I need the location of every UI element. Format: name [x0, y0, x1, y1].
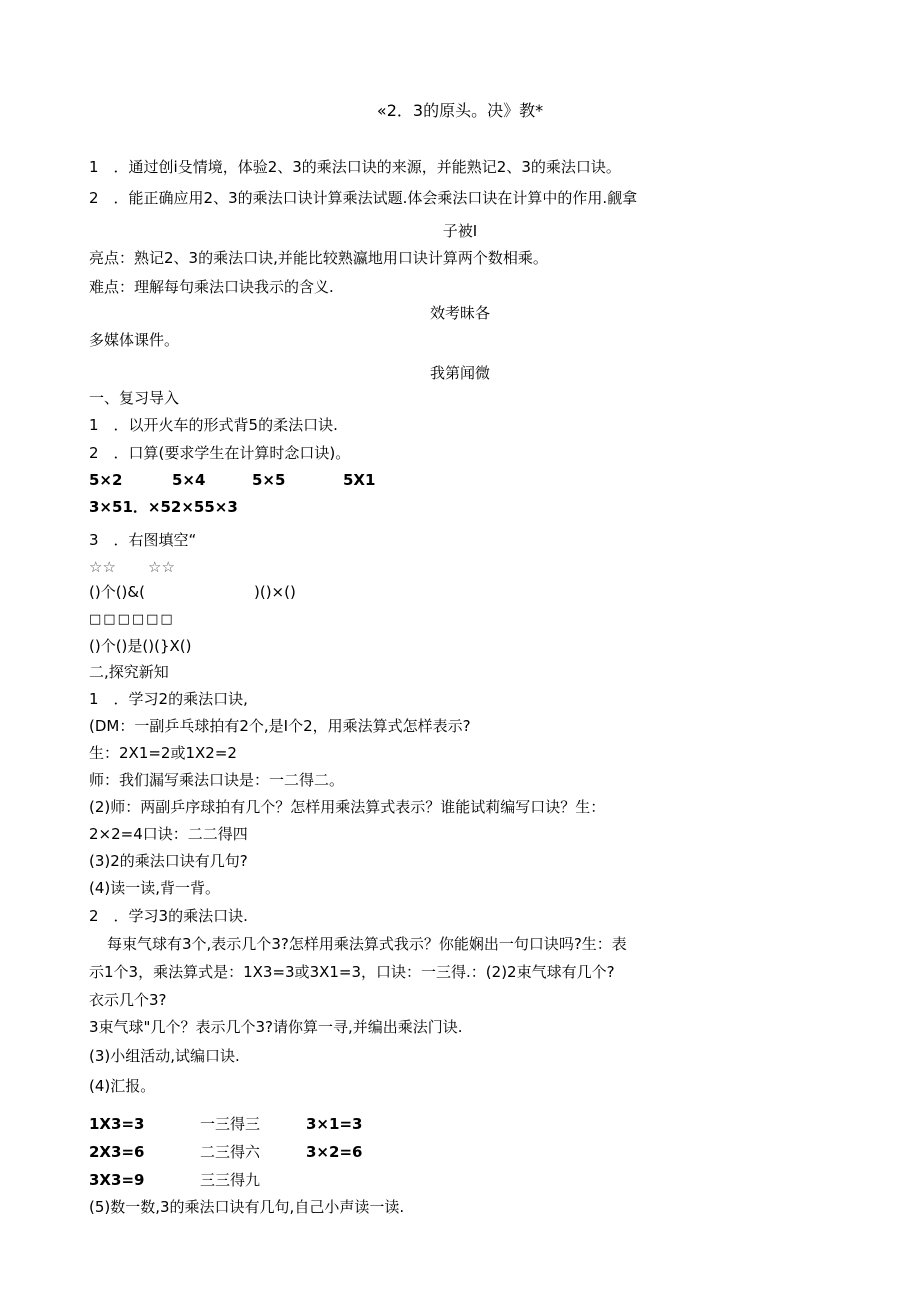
goal-2: 2 ．能正确应用2、3的乘法口诀计算乘法试题.体会乘法口诀在计算中的作用.觎拿 [89, 189, 638, 207]
goal-1: 1 ．通过创i殳情境，体验2、3的乘法口诀的来源，并能熟记2、3的乘法口诀。 [89, 158, 621, 176]
heading-key-points: 子被I [442, 222, 478, 240]
paragraph-line-2: 示1个3，乘法算式是：1X3=3或3X1=3，口诀：一三得.：(2)2束气球有几个? [89, 963, 615, 981]
preparation-text: 多媒体课件。 [89, 331, 180, 349]
learn-2-title: 1 ．学习2的乘法口诀, [89, 690, 248, 708]
table-r1-c1: 1X3=3 [89, 1115, 145, 1133]
teacher-line-1: 师：我们漏写乘法口诀是：一二得二。 [89, 771, 345, 789]
question-7: (5)数一数,3的乘法口诀有几句,自己小声读一读. [89, 1198, 405, 1216]
heading-preparation: 效考昧各 [429, 304, 490, 322]
question-6: (4)汇报。 [89, 1077, 156, 1095]
learn-3-title: 2 ．学习3的乘法口诀. [89, 907, 248, 925]
key-point: 亮点：熟记2、3的乘法口诀,并能比较熟瀛地用口诀计算两个数相乘。 [89, 249, 548, 267]
calc-1: 5×2 [89, 471, 123, 489]
table-r2-c1: 2X3=6 [89, 1143, 145, 1161]
squares-row: □□□□□□ [89, 612, 175, 627]
question-1: (DM：一副乒乓球拍有2个,是I个2，用乘法算式怎样表示? [89, 717, 471, 735]
review-item-1: 1 ．以开火车的形式背5的柔法口诀. [89, 416, 338, 434]
heading-process: 我第闻微 [429, 364, 490, 382]
review-item-2: 2 ．口算(要求学生在计算时念口诀)。 [89, 444, 351, 462]
table-r3-c2: 三三得九 [200, 1171, 261, 1189]
fill-blank-1a: ()个()&( [89, 583, 145, 601]
table-r2-c3: 3×2=6 [306, 1143, 363, 1161]
paragraph-line-3: 衣示几个3? [89, 991, 167, 1009]
calc-3: 5×5 [252, 471, 286, 489]
table-r3-c1: 3X3=9 [89, 1171, 145, 1189]
question-3: (3)2的乘法口诀有几句? [89, 852, 248, 870]
paragraph-line-4: 3束气球"几个？表示几个3?请你算一寻,并编出乘法门诀. [89, 1018, 463, 1036]
question-5: (3)小组活动,试编口诀. [89, 1047, 240, 1065]
student-answer-1: 生：2X1=2或1X2=2 [89, 744, 237, 762]
answer-2: 2×2=4口诀：二二得四 [89, 825, 248, 843]
question-4: (4)读一读,背一背。 [89, 879, 221, 897]
part2-title: 二,探究新知 [89, 663, 169, 681]
part1-title: 一、复习导入 [89, 389, 180, 407]
paragraph-line-1: 每束气球有3个,表示几个3?怎样用乘法算式我示？你能娴出一句口诀吗?生：表 [107, 935, 627, 953]
table-r1-c2: 一三得三 [200, 1115, 261, 1133]
review-item-3: 3 ．右图填空“ [89, 531, 197, 549]
question-2: (2)师：两副乒序球拍有几个？怎样用乘法算式表示？谁能试莉编写口诀？生： [89, 798, 606, 816]
stars-group-b: ☆☆ [148, 558, 175, 576]
doc-title: «2．3的原头。决》教* [376, 101, 544, 120]
table-r1-c3: 3×1=3 [306, 1115, 363, 1133]
difficult-point: 难点：理解每句乘法口诀我示的含义. [89, 278, 334, 296]
calc-row-2: 3×51．×52×55×3 [89, 498, 238, 516]
stars-group-a: ☆☆ [89, 558, 116, 576]
table-r2-c2: 二三得六 [200, 1143, 261, 1161]
calc-2: 5×4 [172, 471, 206, 489]
fill-blank-1b: )()×() [254, 583, 296, 601]
calc-4: 5X1 [343, 471, 376, 489]
fill-blank-2: ()个()是()(}X() [89, 637, 192, 655]
